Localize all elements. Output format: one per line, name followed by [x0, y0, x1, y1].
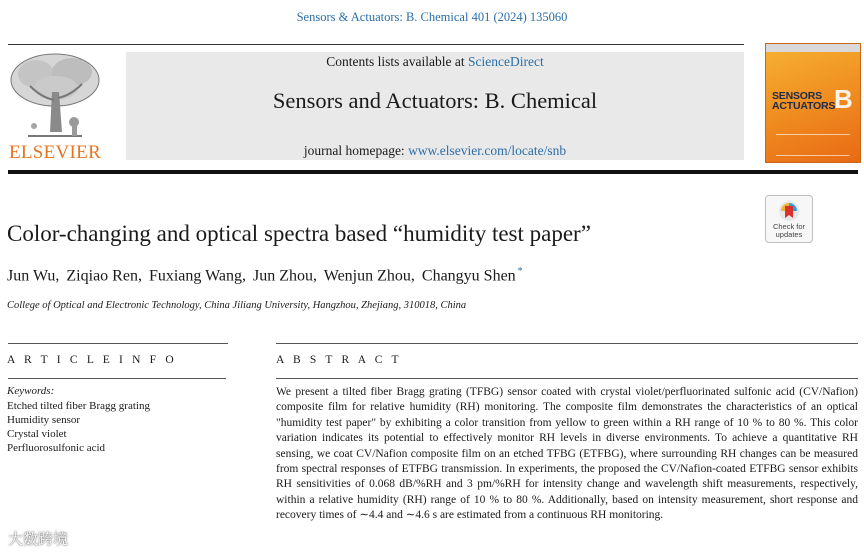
- article-info-divider: [8, 378, 226, 379]
- author-name[interactable]: Jun Zhou: [253, 267, 314, 285]
- contents-line: [126, 54, 744, 70]
- journal-citation[interactable]: Sensors & Actuators: B. Chemical 401 (2024) 135060: [296, 10, 568, 24]
- article-info-top-rule: [8, 343, 228, 344]
- masthead-divider: [8, 170, 858, 174]
- contents-prefix: Contents lists available at: [326, 54, 468, 69]
- watermark-text: 大数跨境: [8, 530, 69, 548]
- cover-title-line1: SENSORS: [772, 90, 822, 102]
- keywords-list: [7, 399, 150, 455]
- author-affiliation: College of Optical and Electronic Technology, China Jiliang University, Hangzhou, Zhejiang, 310018, China: [7, 300, 467, 311]
- badge-label-line1: Check for: [772, 222, 806, 231]
- author-name[interactable]: Wenjun Zhou: [323, 267, 411, 285]
- article-info-heading: A R T I C L E I N F O: [7, 354, 177, 366]
- cover-decoration: [776, 134, 850, 156]
- keyword-item: Etched tilted fiber Bragg grating: [7, 400, 150, 412]
- keyword-item: Humidity sensor: [7, 414, 81, 426]
- author-name[interactable]: Fuxiang Wang: [148, 267, 243, 285]
- journal-banner: [126, 52, 744, 160]
- abstract-top-rule: [276, 343, 858, 344]
- sciencedirect-link[interactable]: ScienceDirect: [468, 54, 544, 69]
- cover-letter: B: [834, 84, 853, 114]
- cover-title-line2: ACTUATORS: [772, 100, 836, 112]
- watermark: [8, 528, 68, 549]
- check-for-updates-badge[interactable]: [765, 195, 813, 243]
- keyword-item: Perfluorosulfonic acid: [7, 442, 106, 454]
- abstract-heading: A B S T R A C T: [276, 354, 402, 366]
- publisher-name: ELSEVIER: [8, 142, 102, 163]
- abstract-body: We present a tilted fiber Bragg grating (TFBG) sensor coated with crystal violet/perfluorinated sulfonic acid (CV/Nafion) composite film for relative humidity (RH) monitoring. The composite film demonstrates the characteristics of an optical "humidity test paper" by exhibiting a color transition from yellow to green within a RH range of 10 % to 80 %. This color variation indicates its potential to effectively monitor RH levels in diverse environments. To achieve a quantitative RH sensing, we coat CV/Nafion composite film on an etched TFBG (ETFBG), where surrounding RH changes can be measured from spectral responses of ETFBG transmission. In experiments, the proposed the CV/Nafion-coated ETFBG sensor exhibits RH sensitivities of 0.068 dB/%RH and 3 pm/%RH for intensity change and wavelength shift measurements, respectively, within a relative humidity (RH) range of 10 % to 80 %. Additionally, based on intensity measurement, short response and recovery times of ∼4.4 and ∼4.6 s are estimated from a continuous RH monitoring.: [276, 386, 858, 522]
- badge-label-line2: updates: [775, 230, 803, 239]
- keyword-item: Crystal violet: [7, 428, 67, 440]
- homepage-prefix: journal homepage:: [303, 143, 409, 158]
- author-name[interactable]: Changyu Shen: [421, 267, 516, 285]
- header-divider: [8, 44, 744, 45]
- badge-label: [766, 223, 812, 239]
- author-name[interactable]: Jun Wu: [7, 267, 56, 285]
- bookmark-icon: [778, 200, 800, 222]
- keywords-label: Keywords:: [7, 385, 55, 397]
- author-list: Jun Wu, Ziqiao Ren, Fuxiang Wang, Jun Zhou, Wenjun Zhou, Changyu Shen *: [7, 266, 523, 285]
- journal-title: Sensors and Actuators: B. Chemical: [272, 88, 598, 113]
- journal-cover-image: [765, 43, 861, 163]
- article-title: Color-changing and optical spectra based “humidity test paper”: [7, 221, 591, 246]
- journal-homepage-link[interactable]: www.elsevier.com/locate/snb: [408, 143, 567, 158]
- cover-title: [772, 91, 835, 111]
- abstract-divider: [276, 378, 858, 379]
- corresponding-author-mark[interactable]: *: [517, 266, 523, 277]
- cover-strip: [766, 44, 860, 52]
- homepage-line: [126, 143, 744, 159]
- author-name[interactable]: Ziqiao Ren: [66, 267, 138, 285]
